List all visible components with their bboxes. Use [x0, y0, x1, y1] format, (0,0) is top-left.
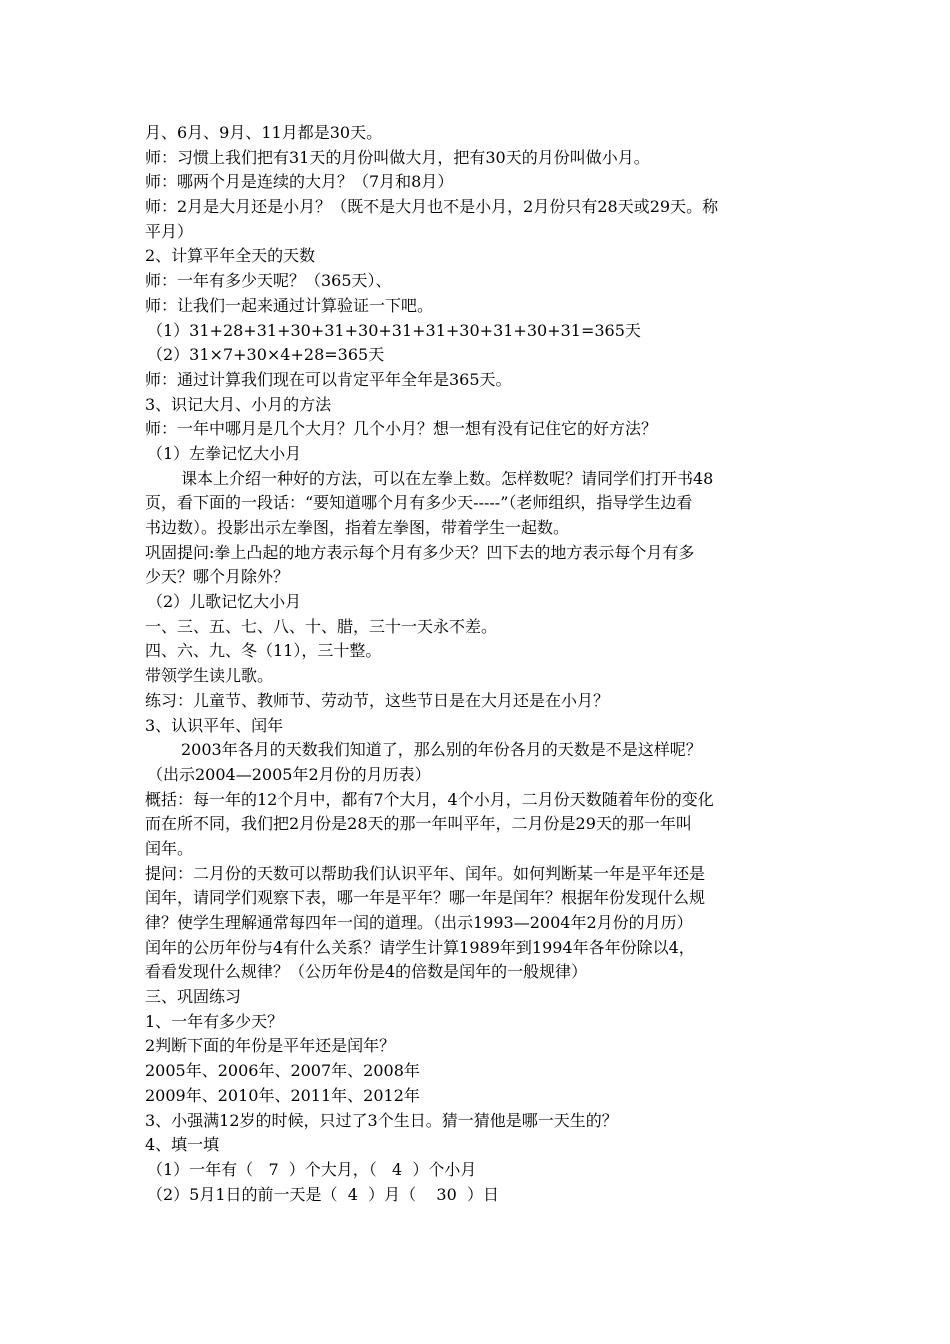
- paragraph-line: 概括：每一年的12个月中，都有7个大月，4个小月，二月份天数随着年份的变化: [145, 789, 714, 809]
- paragraph-line: 闰年的公历年份与4有什么关系？请学生计算1989年到1994年各年份除以4，: [145, 937, 695, 957]
- paragraph-line: 书边数）。投影出示左拳图，指着左拳图，带着学生一起数。: [145, 518, 570, 537]
- paragraph-line: 看看发现什么规律？（公历年份是4的倍数是闰年的一般规律）: [145, 962, 588, 982]
- section-heading: 三、巩固练习: [145, 987, 242, 1007]
- exercise-line: 4、填一填: [145, 1135, 220, 1155]
- text-line: 练习：儿童节、教师节、劳动节，这些节日是在大月还是在小月？: [145, 690, 610, 710]
- exercise-line: 2判断下面的年份是平年还是闰年？: [145, 1036, 396, 1056]
- text-line: 师：通过计算我们现在可以肯定平年全年是365天。: [145, 369, 512, 389]
- exercise-line: （2）5月1日的前一天是（ 4 ）月（ 30 ）日: [147, 1184, 499, 1204]
- paragraph-line: 而在所不同，我们把2月份是28天的那一年叫平年，二月份是29天的那一年叫: [145, 814, 692, 834]
- text-line: 月、6月、9月、11月都是30天。: [145, 123, 383, 142]
- subheading: （2）儿歌记忆大小月: [147, 592, 302, 612]
- paragraph-line: 律？使学生理解通常每四年一闰的道理。（出示1993—2004年2月份的月历）: [145, 913, 693, 932]
- exercise-line: 2009年、2010年、2011年、2012年: [145, 1085, 420, 1105]
- formula-line: （1）31+28+31+30+31+30+31+31+30+31+30+31=365天: [147, 320, 641, 340]
- text-line: 带领学生读儿歌。: [145, 666, 274, 686]
- document-page: [145, 121, 815, 1207]
- paragraph-line: 2003年各月的天数我们知道了，那么别的年份各月的天数是不是这样呢？: [181, 740, 702, 760]
- subheading: （1）左拳记忆大小月: [147, 443, 302, 463]
- text-line: 师：让我们一起来通过计算验证一下吧。: [145, 295, 434, 315]
- text-line: 少天？哪个月除外？: [145, 567, 290, 587]
- section-heading: 3、认识平年、闰年: [145, 715, 284, 735]
- text-line: （出示2004—2005年2月份的月历表）: [147, 764, 431, 784]
- text-line: 师：习惯上我们把有31天的月份叫做大月，把有30天的月份叫做小月。: [145, 147, 650, 167]
- paragraph-line: 闰年。: [145, 838, 194, 858]
- text-line: 师：一年中哪月是几个大月？几个小月？想一想有没有记住它的好方法？: [145, 419, 658, 439]
- section-heading: 3、识记大月、小月的方法: [145, 394, 332, 414]
- exercise-line: 3、小强满12岁的时候，只过了3个生日。猜一猜他是哪一天生的？: [145, 1110, 618, 1130]
- exercise-line: 1、一年有多少天？: [145, 1011, 284, 1031]
- text-line: 师：哪两个月是连续的大月？（7月和8月）: [145, 172, 454, 192]
- section-heading: 2、计算平年全天的天数: [145, 246, 316, 266]
- paragraph-line: 页，看下面的一段话：“要知道哪个月有多少天-----”（老师组织，指导学生边看: [145, 493, 693, 513]
- text-line: 师：一年有多少天呢？（365天）、: [145, 271, 392, 291]
- text-line: 平月）: [145, 221, 194, 241]
- exercise-line: （1）一年有（ 7 ）个大月，（ 4 ）个小月: [147, 1159, 477, 1179]
- formula-line: （2）31×7+30×4+28=365天: [147, 345, 385, 365]
- exercise-line: 2005年、2006年、2007年、2008年: [145, 1061, 420, 1081]
- text-line: 巩固提问:拳上凸起的地方表示每个月有多少天？凹下去的地方表示每个月有多: [145, 542, 695, 562]
- rhyme-line: 四、六、九、冬（11），三十整。: [145, 641, 382, 661]
- paragraph-line: 提问：二月份的天数可以帮助我们认识平年、闰年。如何判断某一年是平年还是: [145, 863, 706, 883]
- rhyme-line: 一、三、五、七、八、十、腊，三十一天永不差。: [145, 616, 498, 636]
- text-line: 师：2月是大月还是小月？（既不是大月也不是小月，2月份只有28天或29天。称: [145, 197, 719, 217]
- paragraph-line: 课本上介绍一种好的方法，可以在左拳上数。怎样数呢？请同学们打开书48: [181, 468, 714, 488]
- paragraph-line: 闰年，请同学们观察下表，哪一年是平年？哪一年是闰年？根据年份发现什么规: [145, 888, 706, 908]
